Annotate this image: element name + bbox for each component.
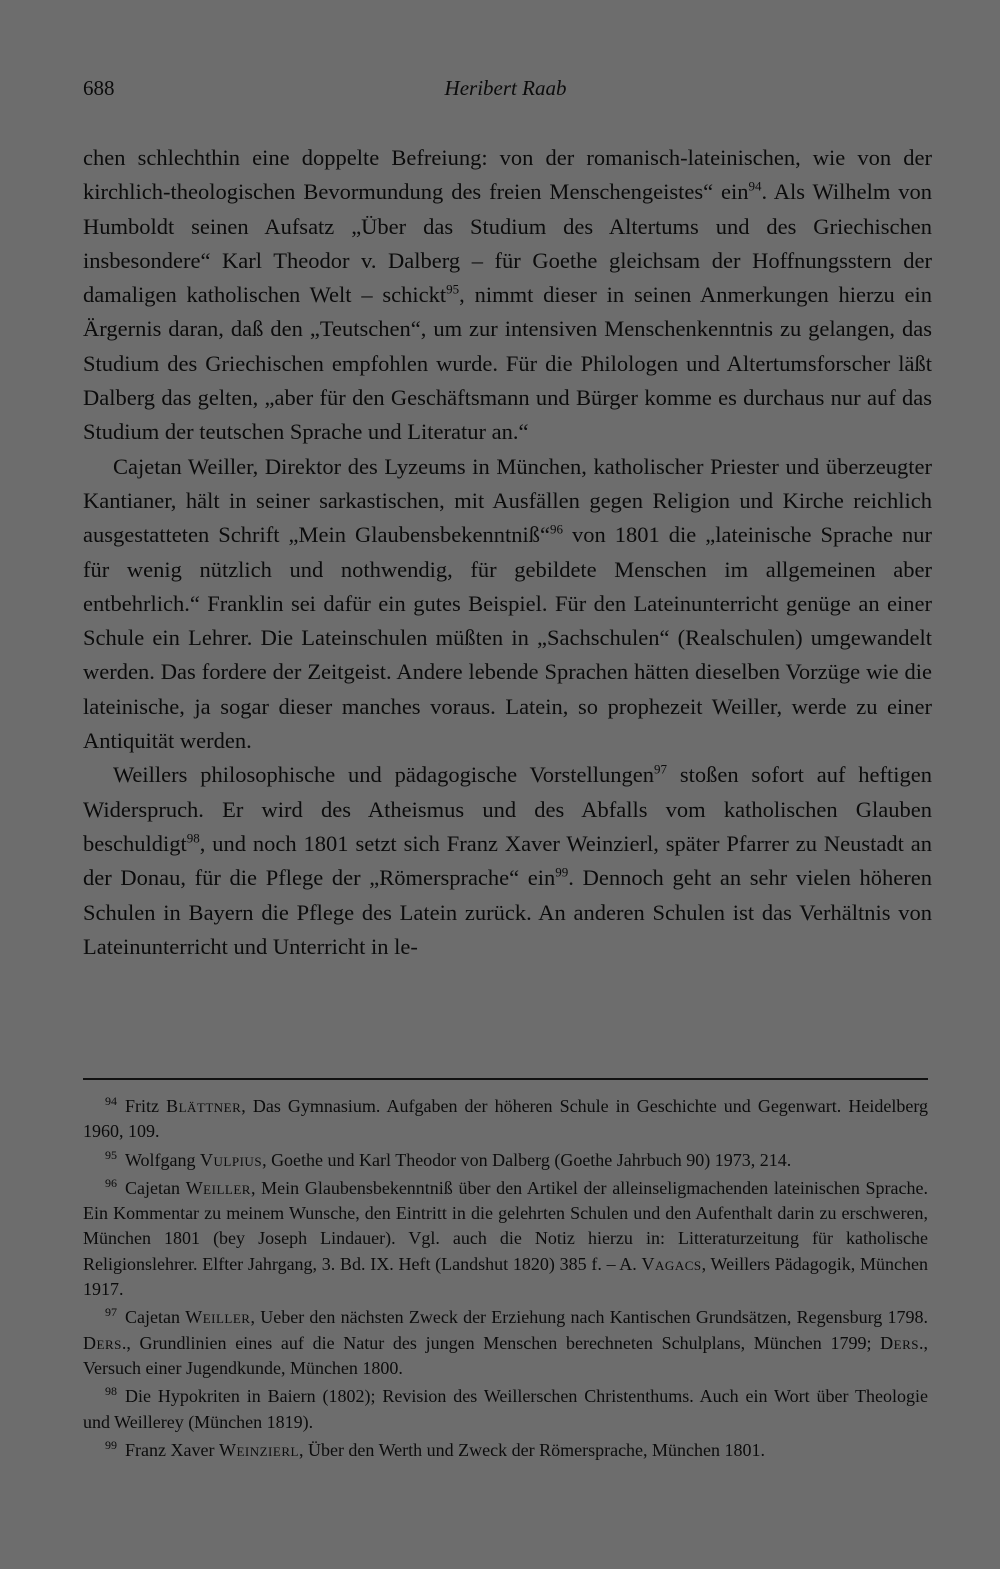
- page-number: 688: [83, 76, 115, 100]
- footnote-97: $^{97}$ Cajetan Weiller, Ueber den nächsten Zweck der Erziehung nach Kantischen Grundsätzen, Regensburg 1798. Ders., Grundlinien eines auf die Natur des jungen Menschen berechneten Schulplans, München 1799; Ders., Versuch einer Jugendkunde, München 1800.: [83, 1305, 928, 1378]
- page-header: [83, 76, 928, 106]
- paragraph-2: Cajetan Weiller, Direktor des Lyzeums in München, katholischer Priester und überzeugter Kantianer, hält in seiner sarkastischen, mit Ausfällen gegen Religion und Kirche reichlich ausgestatteten Schrift „Mein Glaubensbekenntniß“$^{96}$ von 1801 die „lateinische Sprache nur für wenig nützlich und nothwendig, für gebildete Menschen im allgemeinen aber entbehrlich.“ Franklin sei dafür ein gutes Beispiel. Für den Lateinunterricht genüge an einer Schule ein Lehrer. Die Lateinschulen müßten in „Sachschulen“ (Realschulen) umgewandelt werden. Das fordere der Zeitgeist. Andere lebende Sprachen hätten dieselben Vorzüge wie die lateinische, ja sogar dieser manches voraus. Latein, so prophezeit Weiller, werde zu einer Antiquität werden.: [83, 453, 932, 754]
- footnote-ref-98[interactable]: 98: [186, 830, 200, 846]
- footnote-96: $^{96}$ Cajetan Weiller, Mein Glaubensbekenntniß über den Artikel der alleinseligmachenden lateinischen Sprache. Ein Kommentar zu meinem Wunsche, den Eintritt in die gelehrten Schulen und den Aufenthalt darin zu erschweren, München 1801 (bey Joseph Lindauer). Vgl. auch die Notiz hierzu in: Litteraturzeitung für katholische Religionslehrer. Elfter Jahrgang, 3. Bd. IX. Heft (Landshut 1820) 385 f. – A. Vagacs, Weillers Pädagogik, München 1917.: [83, 1175, 929, 1300]
- footnote-ref-94[interactable]: 94: [748, 178, 762, 194]
- footnote-98: $^{98}$ Die Hypokriten in Baiern (1802); Revision des Weillerschen Christenthums. Auch ein Wort über Theologie und Weillerey (München 1819).: [83, 1384, 928, 1432]
- footnote-94: $^{94}$ Fritz Blättner, Das Gymnasium. Aufgaben der höheren Schule in Geschichte und Gegenwart. Heidelberg 1960, 109.: [83, 1094, 928, 1142]
- footnote-ref-99[interactable]: 99: [555, 864, 569, 880]
- paragraph-3: Weillers philosophische und pädagogische Vorstellungen$^{97}$ stoßen sofort auf heftigen Widerspruch. Er wird des Atheismus und des Abfalls vom katholischen Glauben beschuldigt$^{98}$, und noch 1801 setzt sich Franz Xaver Weinzierl, später Pfarrer zu Neustadt an der Donau, für die Pflege der „Römersprache“ ein$^{99}$. Dennoch geht an sehr vielen höheren Schulen in Bayern die Pflege des Latein zurück. An anderen Schulen ist das Verhältnis von Lateinunterricht und Unterricht in le-: [83, 761, 932, 959]
- paragraph-1: chen schlechthin eine doppelte Befreiung: von der romanisch-lateinischen, wie von der kirchlich-theologischen Bevormundung des freien Menschengeistes“ ein$^{94}$. Als Wilhelm von Humboldt seinen Aufsatz „Über das Studium des Altertums und des Griechischen insbesondere“ Karl Theodor v. Dalberg – für Goethe gleichsam der Hoffnungsstern der damaligen katholischen Welt – schickt$^{95}$, nimmt dieser in seinen Anmerkungen hierzu ein Ärgernis daran, daß den „Teutschen“, um zur intensiven Menschenkenntnis zu gelangen, das Studium des Griechischen empfohlen wurde. Für die Philologen und Altertumsforscher läßt Dalberg das gelten, „aber für den Geschäftsmann und Bürger komme es durchaus nur auf das Studium der teutschen Sprache und Literatur an.“: [83, 145, 933, 445]
- footnotes: [83, 1094, 928, 1466]
- footnote-separator: [83, 1078, 928, 1080]
- footnote-95: $^{95}$ Wolfgang Vulpius, Goethe und Karl Theodor von Dalberg (Goethe Jahrbuch 90) 1973, 214.: [105, 1147, 792, 1170]
- main-text: [83, 141, 932, 964]
- footnote-ref-95[interactable]: 95: [446, 281, 460, 297]
- footnote-99: $^{99}$ Franz Xaver Weinzierl, Über den Werth und Zweck der Römersprache, München 1801.: [105, 1437, 766, 1460]
- footnote-ref-97[interactable]: 97: [654, 761, 668, 777]
- footnote-ref-96[interactable]: 96: [549, 521, 563, 537]
- running-head: Heribert Raab: [444, 76, 567, 100]
